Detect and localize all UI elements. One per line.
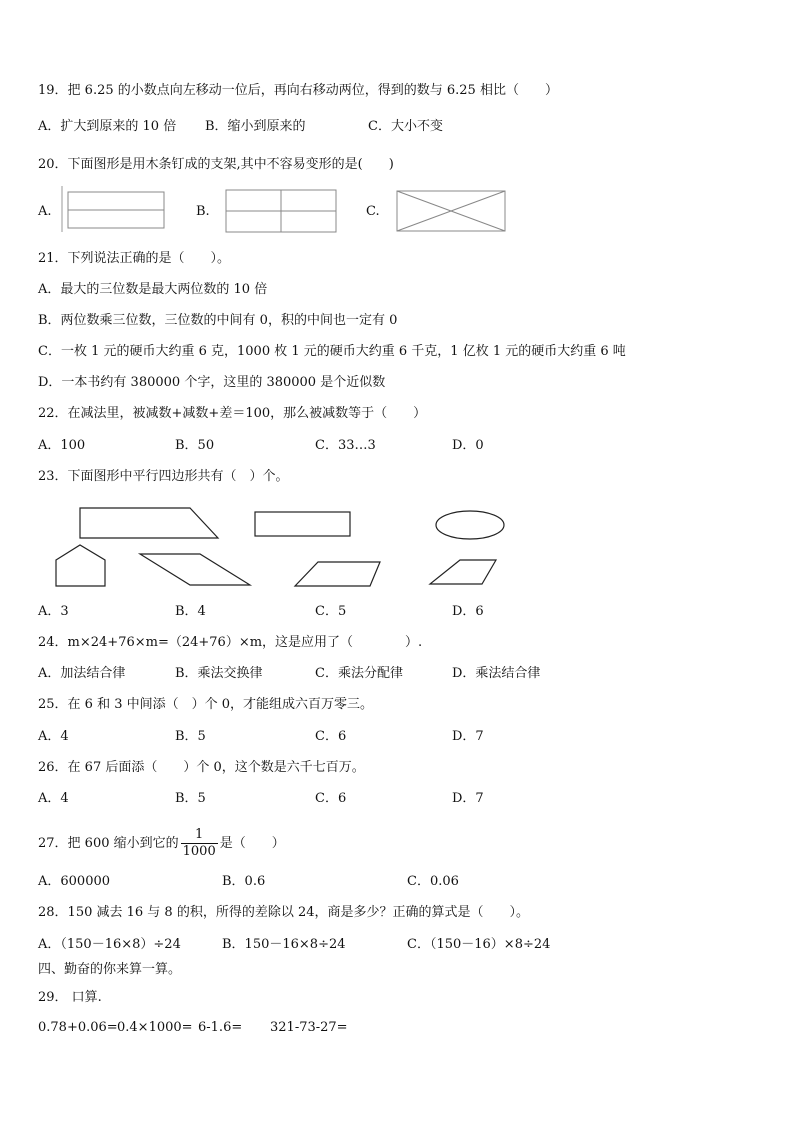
pentagon-shape	[56, 545, 105, 586]
calc-item: 321-73-27=	[270, 1020, 348, 1035]
q27-option-c: C．0.06	[407, 874, 459, 889]
q26-option-a: A．4	[38, 791, 69, 806]
q25-stem: 25．在 6 和 3 中间添（ ）个 0，才能组成六百万零三。	[38, 697, 374, 712]
q25-option-c: C．6	[315, 729, 347, 744]
q23-option-d: D．6	[452, 604, 484, 619]
q22-stem: 22．在减法里，被减数+减数+差＝100，那么被减数等于（ ）	[38, 406, 427, 421]
q27-stem-pre: 27．把 600 缩小到它的	[38, 836, 179, 851]
q20-option-c: C.	[366, 204, 380, 219]
q26-option-c: C．6	[315, 791, 347, 806]
q27-stem	[38, 826, 285, 862]
q25-option-d: D．7	[452, 729, 484, 744]
calc-item: 6-1.6=	[198, 1020, 243, 1035]
q22-option-b: B．50	[175, 438, 215, 453]
section-title: 四、勤奋的你来算一算。	[38, 962, 182, 977]
q27-option-b: B．0.6	[222, 874, 266, 889]
q23-option-a: A．3	[38, 604, 69, 619]
ellipse-shape	[436, 511, 504, 539]
q28-option-b: B．150－16×8÷24	[222, 937, 346, 952]
slanted-parallelogram-shape	[140, 554, 250, 585]
q23-shapes-figure	[50, 500, 520, 592]
q19-option-a: A．扩大到原来的 10 倍	[38, 119, 177, 134]
rectangle-shape	[255, 512, 350, 536]
q25-option-b: B．5	[175, 729, 206, 744]
fraction-denominator: 1000	[182, 844, 216, 859]
q25-option-a: A．4	[38, 729, 69, 744]
q29-stem: 29． 口算.	[38, 990, 102, 1005]
q21-option-d: D．一本书约有 380000 个字，这里的 380000 是个近似数	[38, 375, 386, 390]
q24-option-d: D．乘法结合律	[452, 666, 541, 681]
q22-option-c: C．33…3	[315, 438, 376, 453]
q20-option-a: A.	[38, 204, 52, 219]
q21-option-a: A．最大的三位数是最大两位数的 10 倍	[38, 282, 268, 297]
q19-stem: 19．把 6.25 的小数点向左移动一位后，再向右移动两位，得到的数与 6.25 相比（ ）	[38, 83, 558, 98]
q23-stem: 23．下面图形中平行四边形共有（ ）个。	[38, 469, 289, 484]
q22-option-a: A．100	[38, 438, 86, 453]
q19-option-b: B．缩小到原来的	[205, 119, 306, 134]
q26-option-b: B．5	[175, 791, 206, 806]
q24-option-a: A．加法结合律	[38, 666, 126, 681]
q24-option-b: B．乘法交换律	[175, 666, 263, 681]
frame-rectangle-with-cross-bars-figure	[224, 188, 340, 234]
q21-option-b: B．两位数乘三位数，三位数的中间有 0，积的中间也一定有 0	[38, 313, 398, 328]
q20-option-b: B.	[196, 204, 210, 219]
q28-option-c: C．（150－16）×8÷24	[407, 937, 551, 952]
q27-option-a: A．600000	[38, 874, 111, 889]
right-trapezoid-shape	[80, 508, 218, 538]
q21-option-c: C．一枚 1 元的硬币大约重 6 克，1000 枚 1 元的硬币大约重 6 千克，1 亿枚 1 元的硬币大约重 6 吨	[38, 344, 626, 359]
q19-option-c: C．大小不变	[368, 119, 443, 134]
q20-stem: 20．下面图形是用木条钉成的支架,其中不容易变形的是( )	[38, 157, 394, 172]
q24-stem: 24．m×24+76×m=（24+76）×m，这是应用了（ ）.	[38, 635, 423, 650]
frame-rectangle-with-diagonals-figure	[394, 188, 510, 234]
q28-option-a: A．（150－16×8）÷24	[38, 937, 181, 952]
q23-option-b: B．4	[175, 604, 206, 619]
calc-item: 0.4×1000=	[117, 1020, 193, 1035]
q22-option-d: D．0	[452, 438, 484, 453]
small-parallelogram-shape	[430, 560, 496, 584]
q21-stem: 21．下列说法正确的是（ ）。	[38, 251, 231, 266]
q24-option-c: C．乘法分配律	[315, 666, 403, 681]
q23-option-c: C．5	[315, 604, 347, 619]
q27-stem-post: 是（ ）	[219, 836, 285, 851]
q26-option-d: D．7	[452, 791, 484, 806]
fraction	[181, 827, 218, 860]
q26-stem: 26．在 67 后面添（ ）个 0，这个数是六千七百万。	[38, 760, 365, 775]
q28-stem: 28．150 减去 16 与 8 的积，所得的差除以 24，商是多少？正确的算式是（ ）。	[38, 905, 530, 920]
frame-rectangle-with-horizontal-bar-figure	[60, 186, 170, 234]
calc-item: 0.78+0.06=	[38, 1020, 118, 1035]
fraction-numerator: 1	[195, 827, 204, 842]
parallelogram-shape	[295, 562, 380, 586]
